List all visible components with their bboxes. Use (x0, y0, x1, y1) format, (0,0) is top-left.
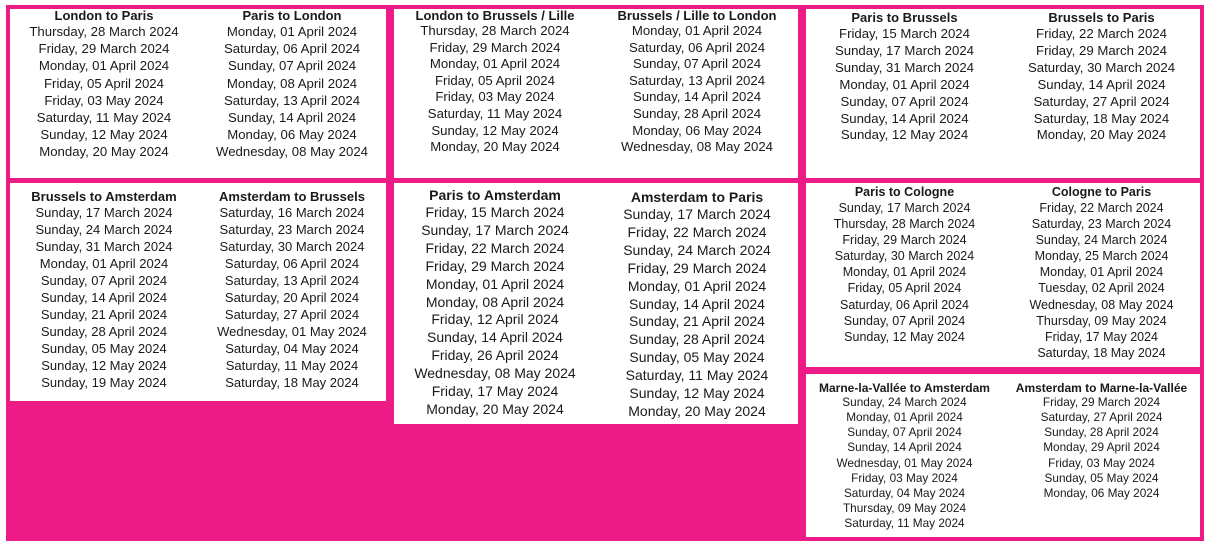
date-entry: Monday, 01 April 2024 (627, 277, 767, 294)
date-entry: Sunday, 28 April 2024 (629, 331, 765, 348)
date-entry: Monday, 20 May 2024 (430, 139, 560, 155)
date-entry: Saturday, 27 April 2024 (1040, 410, 1163, 425)
date-entry: Sunday, 28 April 2024 (1044, 425, 1159, 440)
date-entry: Sunday, 19 May 2024 (41, 374, 167, 390)
date-entry: Sunday, 12 May 2024 (431, 122, 559, 138)
date-entry: Friday, 29 March 2024 (38, 41, 170, 57)
date-entry: Friday, 15 March 2024 (425, 204, 565, 220)
date-entry: Friday, 15 March 2024 (839, 26, 970, 41)
date-entry: Saturday, 18 May 2024 (1037, 345, 1166, 360)
route-column (1003, 374, 1200, 537)
date-entry: Monday, 20 May 2024 (426, 400, 564, 417)
date-entry: Monday, 01 April 2024 (846, 410, 963, 425)
date-entry: Sunday, 12 May 2024 (844, 329, 965, 344)
date-entry: Saturday, 30 March 2024 (834, 249, 975, 264)
date-entry: Saturday, 30 March 2024 (219, 238, 365, 254)
date-entry: Sunday, 12 May 2024 (40, 127, 168, 143)
date-entry: Friday, 17 May 2024 (1044, 329, 1159, 344)
date-entry: Sunday, 24 March 2024 (623, 241, 771, 258)
date-entry: Sunday, 14 April 2024 (40, 289, 168, 305)
date-entry: Saturday, 11 May 2024 (625, 367, 769, 384)
route-title: Marne-la-Vallée to Amsterdam (819, 381, 990, 395)
date-entry: Friday, 03 May 2024 (44, 92, 164, 108)
date-entry: Sunday, 24 March 2024 (35, 221, 173, 237)
date-entry: Monday, 06 May 2024 (1043, 485, 1160, 500)
date-entry: Saturday, 11 May 2024 (844, 516, 965, 531)
date-entry: Sunday, 07 April 2024 (227, 58, 357, 74)
date-entry: Saturday, 27 April 2024 (224, 306, 360, 322)
date-entry: Monday, 08 April 2024 (226, 75, 358, 91)
date-entry: Sunday, 14 April 2024 (227, 110, 357, 126)
date-entry: Saturday, 23 March 2024 (219, 221, 365, 237)
route-column (806, 183, 1003, 367)
date-entry: Friday, 22 March 2024 (1036, 26, 1167, 41)
date-entry: Saturday, 16 March 2024 (219, 205, 365, 220)
date-entry: Monday, 06 May 2024 (632, 122, 762, 138)
date-entry: Saturday, 11 May 2024 (225, 357, 359, 373)
date-entry: Friday, 03 May 2024 (435, 89, 555, 105)
route-column (1003, 9, 1200, 178)
route-column (394, 183, 596, 424)
route-column (1003, 183, 1200, 367)
date-entry: Thursday, 28 March 2024 (29, 24, 179, 39)
date-entry: Saturday, 13 April 2024 (628, 72, 766, 88)
date-entry: Saturday, 23 March 2024 (1031, 217, 1172, 232)
date-entry: Monday, 20 May 2024 (1036, 127, 1167, 143)
date-entry: Saturday, 06 April 2024 (224, 255, 360, 271)
date-entry: Saturday, 04 May 2024 (225, 340, 359, 356)
date-entry: Sunday, 17 March 2024 (838, 201, 971, 215)
date-entry: Saturday, 27 April 2024 (1033, 93, 1170, 109)
date-entry: Friday, 29 March 2024 (429, 39, 561, 55)
route-title: London to Brussels / Lille (415, 9, 575, 23)
route-column (198, 9, 386, 178)
route-title: Amsterdam to Paris (630, 189, 764, 205)
date-entry: Friday, 05 April 2024 (847, 281, 962, 296)
date-entry: Friday, 03 May 2024 (1048, 455, 1155, 470)
route-column (596, 183, 798, 424)
date-entry: Friday, 26 April 2024 (431, 347, 559, 364)
date-entry: Sunday, 31 March 2024 (834, 59, 975, 75)
date-entry: Sunday, 07 April 2024 (847, 425, 962, 440)
date-entry: Sunday, 24 March 2024 (1035, 233, 1168, 248)
date-entry: Sunday, 12 May 2024 (629, 385, 765, 402)
route-column (198, 183, 386, 401)
date-entry: Friday, 05 April 2024 (435, 72, 555, 88)
panel-london-paris (10, 9, 386, 178)
date-entry: Monday, 25 March 2024 (1034, 249, 1169, 264)
date-entry: Saturday, 13 April 2024 (224, 272, 360, 288)
date-entry: Sunday, 07 April 2024 (632, 56, 762, 72)
panel-marne-la-vallee-amsterdam (806, 374, 1200, 537)
date-entry: Sunday, 07 April 2024 (40, 272, 168, 288)
date-entry: Sunday, 05 May 2024 (1044, 470, 1159, 485)
date-entry: Saturday, 11 May 2024 (427, 105, 563, 121)
date-entry: Sunday, 17 March 2024 (421, 221, 569, 238)
route-title: Brussels to Amsterdam (31, 189, 177, 204)
date-entry: Sunday, 14 April 2024 (427, 329, 563, 346)
date-entry: Monday, 01 April 2024 (425, 275, 565, 292)
date-entry: Wednesday, 01 May 2024 (217, 323, 367, 339)
route-title: Amsterdam to Brussels (219, 189, 365, 204)
date-entry: Wednesday, 01 May 2024 (836, 455, 973, 470)
route-title: Paris to Brussels (851, 10, 958, 25)
date-entry: Friday, 29 March 2024 (1042, 395, 1161, 409)
date-entry: Saturday, 06 April 2024 (628, 39, 766, 55)
date-entry: Friday, 29 March 2024 (842, 233, 967, 248)
date-entry: Sunday, 21 April 2024 (40, 306, 168, 322)
date-entry: Sunday, 12 May 2024 (41, 357, 167, 373)
date-entry: Monday, 06 May 2024 (227, 127, 357, 143)
route-title: Cologne to Paris (1051, 185, 1152, 199)
date-entry: Saturday, 18 May 2024 (1033, 110, 1170, 126)
date-entry: Wednesday, 08 May 2024 (621, 139, 773, 155)
date-entry: Monday, 01 April 2024 (429, 56, 561, 72)
date-entry: Sunday, 21 April 2024 (629, 313, 765, 330)
date-entry: Sunday, 14 April 2024 (840, 110, 969, 126)
panel-brussels-amsterdam (10, 183, 386, 401)
date-entry: Monday, 08 April 2024 (425, 293, 565, 310)
route-column (596, 9, 798, 178)
route-title: Amsterdam to Marne-la-Vallée (1015, 381, 1188, 395)
date-entry: Friday, 22 March 2024 (627, 223, 767, 240)
route-title: Paris to Amsterdam (429, 187, 561, 203)
date-entry: Monday, 01 April 2024 (839, 76, 970, 92)
date-entry: Sunday, 14 April 2024 (1037, 76, 1166, 92)
date-entry: Monday, 29 April 2024 (1043, 440, 1160, 455)
date-entry: Saturday, 04 May 2024 (843, 485, 966, 500)
date-entry: Tuesday, 02 April 2024 (1038, 281, 1165, 296)
panel-paris-amsterdam (394, 183, 798, 424)
date-entry: Sunday, 14 April 2024 (629, 295, 765, 312)
date-entry: Saturday, 06 April 2024 (223, 41, 361, 57)
date-entry: Friday, 17 May 2024 (431, 383, 559, 400)
date-entry: Thursday, 28 March 2024 (420, 23, 570, 38)
date-entry: Monday, 01 April 2024 (1039, 265, 1164, 280)
date-entry: Wednesday, 08 May 2024 (216, 144, 368, 160)
date-entry: Monday, 01 April 2024 (226, 24, 358, 39)
route-column (10, 9, 198, 178)
date-entry: Saturday, 18 May 2024 (225, 374, 359, 390)
date-entry: Sunday, 17 March 2024 (35, 205, 173, 220)
date-entry: Friday, 29 March 2024 (1036, 42, 1167, 58)
panel-paris-cologne (806, 183, 1200, 367)
date-entry: Saturday, 30 March 2024 (1027, 59, 1176, 75)
date-entry: Monday, 20 May 2024 (39, 144, 169, 160)
date-entry: Sunday, 17 March 2024 (623, 206, 771, 222)
panel-london-brussels-lille (394, 9, 798, 178)
date-entry: Sunday, 07 April 2024 (840, 93, 969, 109)
route-title: Paris to Cologne (854, 185, 955, 199)
date-entry: Sunday, 14 April 2024 (847, 440, 962, 455)
date-entry: Sunday, 05 May 2024 (41, 340, 167, 356)
date-entry: Monday, 01 April 2024 (842, 265, 967, 280)
date-entry: Monday, 01 April 2024 (631, 23, 763, 38)
route-column (10, 183, 198, 401)
date-entry: Monday, 20 May 2024 (628, 402, 766, 419)
date-entry: Thursday, 09 May 2024 (1036, 313, 1167, 328)
route-column (394, 9, 596, 178)
date-entry: Friday, 03 May 2024 (851, 470, 958, 485)
route-title: Brussels / Lille to London (617, 9, 777, 23)
date-entry: Wednesday, 08 May 2024 (1029, 297, 1174, 312)
date-entry: Thursday, 09 May 2024 (842, 501, 967, 516)
date-entry: Friday, 29 March 2024 (425, 257, 565, 274)
date-entry: Sunday, 28 April 2024 (632, 105, 762, 121)
date-entry: Sunday, 17 March 2024 (834, 42, 975, 58)
date-entry: Friday, 05 April 2024 (44, 75, 164, 91)
route-title: Paris to London (242, 9, 342, 23)
date-entry: Wednesday, 08 May 2024 (414, 365, 576, 382)
date-entry: Sunday, 07 April 2024 (843, 313, 966, 328)
date-entry: Saturday, 20 April 2024 (224, 289, 360, 305)
date-entry: Friday, 22 March 2024 (425, 239, 565, 256)
date-entry: Friday, 12 April 2024 (431, 311, 559, 328)
route-column (806, 374, 1003, 537)
date-entry: Sunday, 28 April 2024 (40, 323, 168, 339)
date-entry: Monday, 01 April 2024 (39, 255, 169, 271)
date-entry: Friday, 29 March 2024 (627, 259, 767, 276)
date-entry: Sunday, 31 March 2024 (35, 238, 173, 254)
route-title: London to Paris (54, 9, 154, 23)
date-entry: Sunday, 24 March 2024 (842, 395, 967, 409)
date-entry: Saturday, 06 April 2024 (839, 297, 970, 312)
date-entry: Sunday, 05 May 2024 (629, 349, 765, 366)
date-entry: Friday, 22 March 2024 (1039, 201, 1164, 215)
panel-paris-brussels (806, 9, 1200, 178)
date-entry: Monday, 01 April 2024 (38, 58, 170, 74)
route-column (806, 9, 1003, 178)
route-title: Brussels to Paris (1048, 10, 1155, 25)
date-entry: Thursday, 28 March 2024 (833, 217, 976, 232)
date-entry: Sunday, 12 May 2024 (840, 127, 969, 143)
date-entry: Saturday, 13 April 2024 (223, 92, 361, 108)
date-entry: Sunday, 14 April 2024 (632, 89, 762, 105)
date-entry: Saturday, 11 May 2024 (36, 110, 172, 126)
